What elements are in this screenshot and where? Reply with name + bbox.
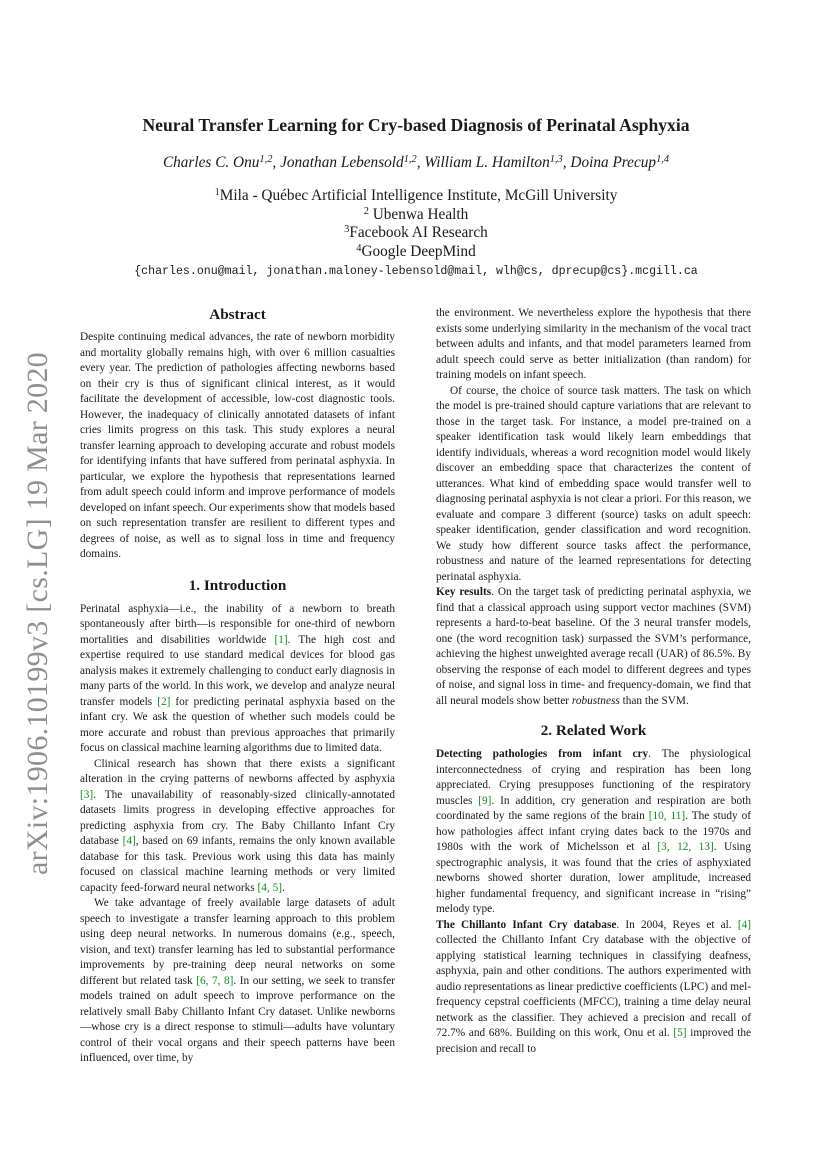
author-list [80,153,752,173]
affiliation-text: Ubenwa Health [368,205,469,223]
paper-title: Neural Transfer Learning for Cry-based Diagnosis of Perinatal Asphyxia [142,115,690,135]
author-separator: , [272,154,281,171]
affiliation-line [80,187,752,206]
related-work-heading: 2. Related Work [540,722,647,739]
affiliation-mark: 2 [363,205,369,217]
left-column [80,306,395,1067]
citation-link[interactable]: [6, 7, 8] [196,974,234,987]
author-name: Charles C. Onu [162,154,260,171]
citation-link[interactable]: [2] [157,695,171,708]
author-name: William L. Hamilton [424,154,550,171]
intro-paragraph-3-continued: the environment. We nevertheless explore the hypothesis that there exists some underlying similarity in the mechanism of the vocal tract between adults and infants, and that model parameters learned from adult speech could serve as better initialization (than random) for training models on infant speech. [436,307,751,381]
related-lead: Detecting pathologies from infant cry [436,748,649,760]
intro-paragraph-1: Perinatal asphyxia—i.e., the inability of a newborn to breath spontaneously after birth—is responsible for one-third of newborn mortalities and disabilities worldwide [1]. The high cost and expertise required to use standard medical devices for blood gas analysis makes it extremely challenging to conduct early diagnosis in many parts of the world. In this work, we develop and analyze neural transfer models [2] for predicting perinatal asphyxia based on the infant cry. We ask the question of whether such models could be more accurate and robust than previous approaches that primarily focus on classical machine learning algorithms due to limited data. [80,602,395,754]
affiliations [80,187,752,261]
intro-paragraph-4: Of course, the choice of source task matters. The task on which the model is pre-trained should capture variations that are relevant to those in the target task. For instance, a model pre-trained on a speaker identification task would likely learn embeddings that identify individuals, whereas a word recognition model would likely discover an embedding space that characterizes the content of utterances. What kind of embedding space would transfer well to diagnosing perinatal asphyxia is not clear a priori. For this reason, we evaluate and compare 3 different (source) tasks on adult speech: speaker identification, gender classification and word recognition. We study how different source tasks affect the performance, robustness and nature of the learned representations for detecting perinatal asphyxia. [436,384,751,583]
intro-paragraph-2: Clinical research has shown that there exists a significant alteration in the crying patterns of newborns affected by asphyxia [3]. The unavailability of reasonably-sized clinically-annotated datasets limits progress in developing effective approaches for predicting asphyxia from cry. The Baby Chillanto Infant Cry database [4], based on 69 infants, remains the only known available database for this task. Previous work using this data has mainly focused on classical machine learning methods or very limited capacity feed-forward neural networks [4, 5]. [80,757,395,894]
intro-paragraph-3: We take advantage of freely available large datasets of adult speech to investigate a transfer learning approach to this problem using deep neural networks. In numerous domains (e.g., speech, vision, and text) transfer learning has led to substantial performance improvements by pre-training deep neural networks on some different but related task [6, 7, 8]. In our setting, we seek to transfer models trained on adult speech to improve performance on the relatively small Baby Chillanto Infant Cry dataset. Unlike newborns—whose cry is a direct response to stimuli—adults have voluntary control of their vocal organs and their speech patterns have been influenced, over time, by [80,897,395,1064]
author-affiliation-mark: 1,2 [259,154,273,166]
citation-link[interactable]: [3, 12, 13] [657,841,714,853]
introduction-heading: 1. Introduction [188,576,287,594]
affiliation-mark: 4 [356,242,362,254]
abstract-text: Despite continuing medical advances, the rate of newborn morbidity and mortality globally remains high, with over 6 million casualties every year. The prediction of pathologies affecting newborns based on their cry is thus of significant clinical interest, as it would facilitate the development of accessible, low-cost diagnostic tools. However, the inadequacy of clinically annotated datasets of infant cries limits progress on this task. This study explores a neural transfer learning approach to developing accurate and robust models for identifying infants that have suffered from perinatal asphyxia. In particular, we explore the hypothesis that representations learned from adult speech could inform and improve performance of models developed on infant speech. Our experiments show that models based on such representation transfer are resilient to different types and degrees of noise, as well as to signal loss in time and frequency domains. [80,331,395,560]
related-paragraph-2: The Chillanto Infant Cry database. In 2004, Reyes et al. [4] collected the Chillanto Infant Cry database with the objective of applying statistical learning techniques in classifying deafness, asphyxia, pain and other conditions. The authors experimented with audio representations as linear predictive coefficients (LPC) and mel-frequency cepstral coefficients (MFCC), training a time delay neural network as the classifier. They achieved a precision and recall of 72.7% and 68%. Building on this work, Onu et al. [5] improved the precision and recall to [436,918,751,1055]
citation-link[interactable]: [5] [673,1027,687,1039]
author-affiliation-mark: 1,4 [656,154,670,166]
citation-link[interactable]: [1] [274,633,288,646]
related-lead: The Chillanto Infant Cry database [436,918,617,931]
arxiv-identifier: arXiv:1906.10199v3 [cs.LG] 19 Mar 2020 [21,352,54,875]
emphasis: robustness [571,694,620,707]
author-name: Jonathan Lebensold [280,154,404,171]
affiliation-mark: 3 [344,224,350,236]
citation-link[interactable]: [4] [122,835,136,847]
right-column [436,306,751,1057]
key-results-paragraph: Key results. On the target task of predicting perinatal asphyxia, we find that a classical approach using support vector machines (SVM) represents a hard-to-beat baseline. Of the 3 neural transfer models, one (the word recognition task) surpassed the SVM’s performance, achieving the highest unweighted average recall (UAR) of 86.5%. By observing the response of each model to different degrees and types of noise, and signal loss in time- and frequency-domain, we find that all neural models show better robustness than the SVM. [436,586,751,707]
affiliation-mark: 1 [214,187,220,199]
author-separator: , [562,154,571,171]
citation-link[interactable]: [4, 5] [257,881,283,894]
citation-link[interactable]: [9] [478,794,492,807]
related-paragraph-1: Detecting pathologies from infant cry. The physiological interconnectedness of crying and respiration has been long appreciated. Crying presupposes functioning of the respiratory muscles [9]. In addition, cry generation and respiration are both coordinated by the same regions of the brain [10, 11]. The study of how pathologies affect infant crying dates back to the 1970s and 1980s with the work of Michelsson et al [3, 12, 13]. Using spectrographic analysis, it was found that the cries of asphyxiated newborns showed shorter duration, lower amplitude, increased higher fundamental frequency, and significant increase in “rising” melody type. [436,748,751,915]
affiliation-line [80,243,752,262]
citation-link[interactable]: [4] [737,918,751,931]
author-separator: , [416,154,425,171]
author-name: Doina Precup [570,154,657,171]
affiliation-line [80,206,752,225]
affiliation-line [80,224,752,243]
abstract-heading: Abstract [209,306,266,323]
author-affiliation-mark: 1,3 [549,154,563,166]
citation-link[interactable]: [10, 11] [648,810,686,822]
affiliation-text: Mila - Québec Artificial Intelligence Institute, McGill University [219,187,618,204]
author-affiliation-mark: 1,2 [403,154,417,166]
citation-link[interactable]: [3] [80,788,94,801]
key-results-lead: Key results [436,586,492,598]
author-emails: {charles.onu@mail, jonathan.maloney-lebensold@mail, wlh@cs, dprecup@cs}.mcgill.ca [134,265,698,278]
affiliation-text: Google DeepMind [361,242,476,260]
affiliation-text: Facebook AI Research [349,224,488,241]
